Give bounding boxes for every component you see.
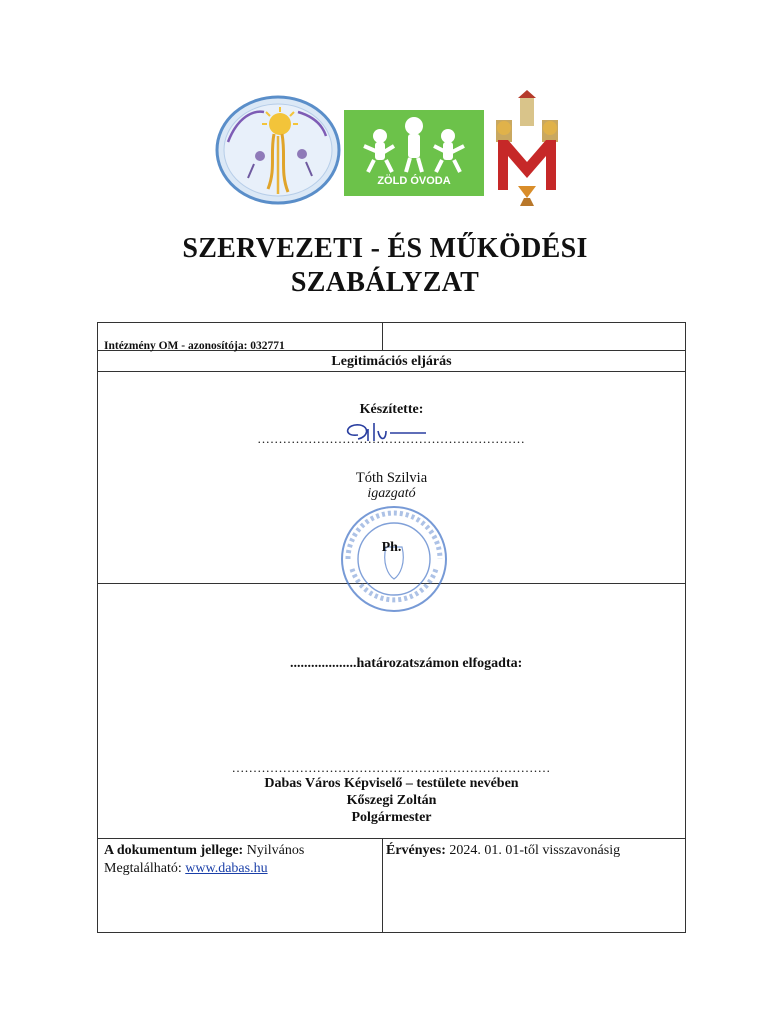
om-identifier: Intézmény OM - azonosítója: 032771	[104, 340, 285, 352]
stamp-placeholder: Ph.	[381, 540, 402, 555]
divider-legit	[98, 371, 685, 372]
prepared-by-label: Készítette:	[359, 402, 424, 417]
divider-footer	[98, 838, 685, 839]
bekas-ovoda-logo	[214, 94, 342, 206]
mayor-name: Kőszegi Zoltán	[346, 793, 437, 808]
divider-om-vertical	[382, 323, 383, 350]
preparer-role: igazgató	[367, 486, 416, 501]
mayor-signature-line: ...........................................................................	[232, 760, 551, 775]
legitimation-form	[97, 322, 686, 933]
signature-line: ...............................................................	[257, 431, 526, 446]
m-castle-logo	[488, 90, 566, 208]
mayor-title: Polgármester	[351, 810, 432, 825]
legitimation-heading: Legitimációs eljárás	[331, 354, 452, 369]
divider-footer-vertical	[382, 838, 383, 933]
doc-type-label: A dokumentum jellege:	[104, 843, 244, 858]
council-name: Dabas Város Képviselő – testülete nevében	[264, 776, 519, 791]
document-title	[0, 232, 770, 300]
valid-label: Érvényes:	[386, 843, 446, 858]
valid-value: 2024. 01. 01-től visszavonásig	[445, 843, 621, 858]
found-label: Megtalálható:	[104, 861, 186, 876]
title-line-2: SZABÁLYZAT	[290, 267, 480, 298]
official-stamp	[338, 503, 450, 615]
document-nature-cell	[104, 842, 304, 878]
dabas-link[interactable]: www.dabas.hu	[185, 861, 268, 876]
resolution-accepted-text: ...................határozatszámon elfogadta:	[290, 656, 523, 671]
zold-ovoda-logo-text: ZÖLD ÓVODA	[377, 175, 451, 187]
validity-cell	[386, 842, 620, 860]
preparer-name: Tóth Szilvia	[355, 470, 428, 486]
doc-type-value: Nyilvános	[243, 843, 305, 858]
logo-row	[0, 90, 770, 212]
title-line-1: SZERVEZETI - ÉS MŰKÖDÉSI	[182, 233, 588, 264]
zold-ovoda-logo	[344, 110, 484, 196]
